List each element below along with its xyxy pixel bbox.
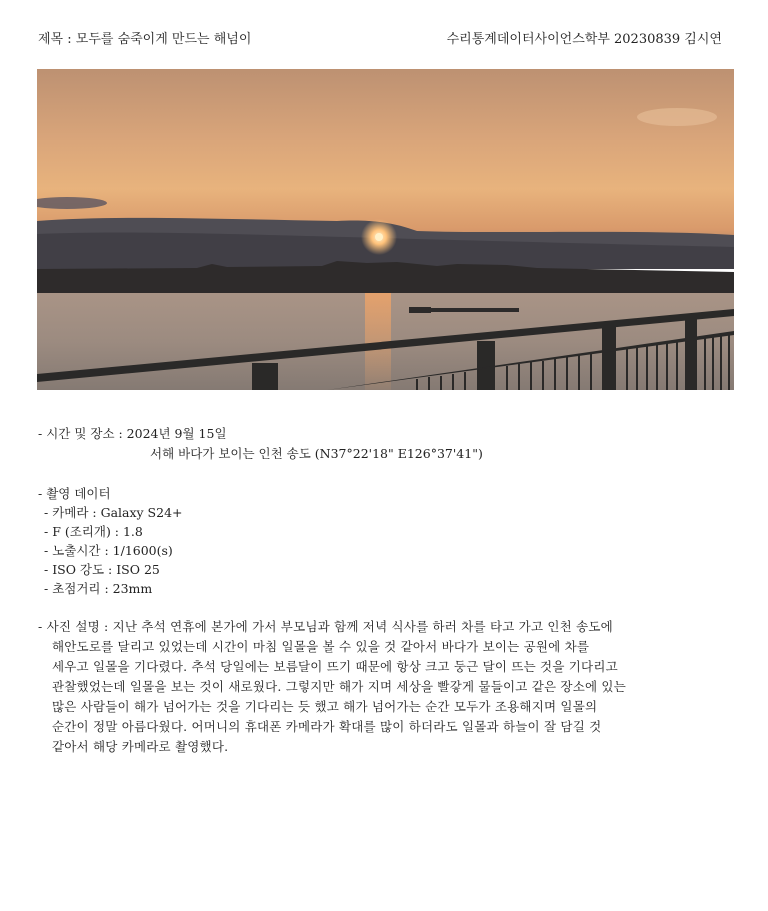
- sunset-photo: [37, 69, 734, 390]
- exposure-item: - 노출시간 : 1/1600(s): [44, 543, 173, 558]
- author-info: 수리통계데이터사이언스학부 20230839 김시연: [446, 32, 722, 47]
- description-line: 순간이 정말 아름다웠다. 어머니의 휴대폰 카메라가 확대를 많이 하더라도 일몰과 하늘이 잘 담길 것: [52, 719, 602, 734]
- camera-item: - 카메라 : Galaxy S24+: [44, 505, 183, 520]
- time-place-line: - 시간 및 장소 : 2024년 9월 15일: [38, 426, 227, 441]
- page-header: [38, 28, 722, 48]
- sunset-photo-illustration: [37, 69, 734, 390]
- aperture-item: - F (조리개) : 1.8: [44, 524, 143, 539]
- page-title: 제목 : 모두를 숨죽이게 만드는 해넘이: [38, 32, 252, 47]
- shooting-data-heading: - 촬영 데이터: [38, 486, 111, 501]
- description-line: 많은 사람들이 해가 넘어가는 것을 기다리는 듯 했고 해가 넘어가는 순간 모두가 조용해지며 일몰의: [52, 699, 598, 714]
- description-line: 같아서 해당 카메라로 촬영했다.: [52, 739, 229, 754]
- description-line: 해안도로를 달리고 있었는데 시간이 마침 일몰을 볼 수 있을 것 같아서 바다가 보이는 공원에 차를: [52, 639, 590, 654]
- description-line: 관찰했었는데 일몰을 보는 것이 새로웠다. 그렇지만 해가 지며 세상을 빨갛게 물들이고 같은 장소에 있는: [52, 679, 626, 694]
- description-line: - 사진 설명 : 지난 추석 연휴에 본가에 가서 부모님과 함께 저녁 식사를 하러 차를 타고 가고 인천 송도에: [38, 619, 613, 634]
- focal-length-item: - 초점거리 : 23mm: [44, 581, 153, 596]
- description-line: 세우고 일몰을 기다렸다. 추석 당일에는 보름달이 뜨기 때문에 항상 크고 둥근 달이 뜨는 것을 기다리고: [52, 659, 618, 674]
- location-line: 서해 바다가 보이는 인천 송도 (N37°22'18" E126°37'41"): [150, 446, 483, 461]
- iso-item: - ISO 강도 : ISO 25: [44, 562, 160, 577]
